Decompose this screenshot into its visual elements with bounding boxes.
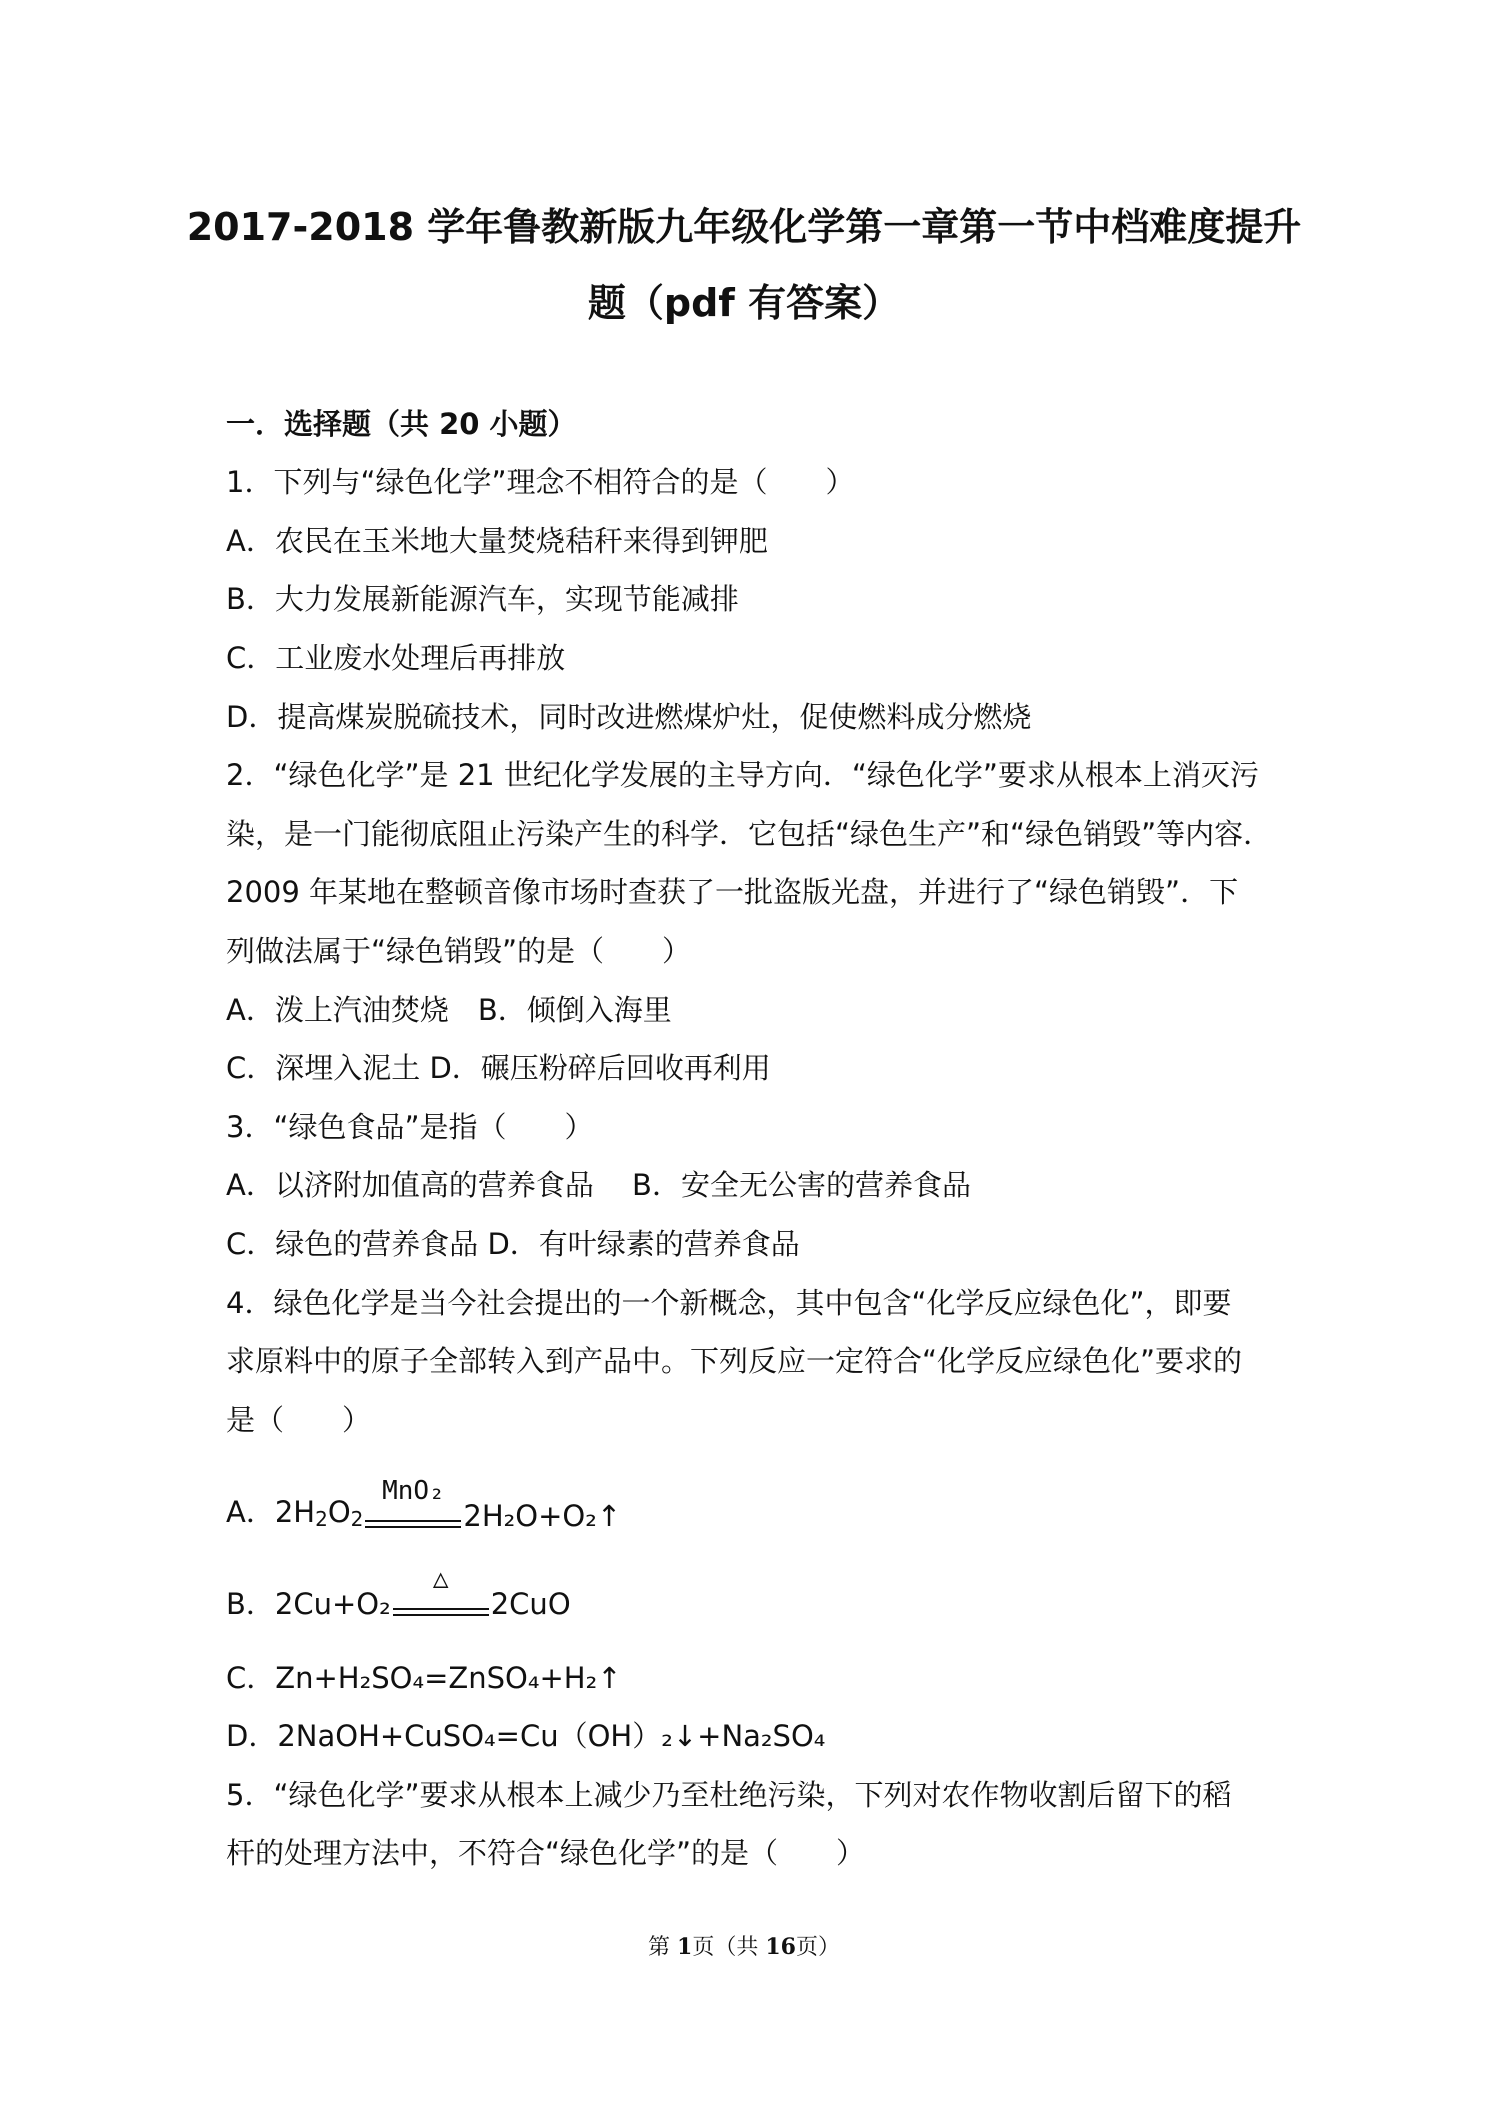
section-heading: 一．选择题（共 20 小题） bbox=[226, 407, 577, 441]
question-2-line3: 2009 年某地在整顿音像市场时查获了一批盗版光盘，并进行了“绿色销毁”．下 bbox=[226, 875, 1239, 909]
option-4a-reactant: A．$2H_2O_2$ bbox=[226, 1495, 364, 1531]
option-4a bbox=[226, 1475, 622, 1539]
option-2ab: A．泼上汽油焚烧 B．倾倒入海里 bbox=[226, 993, 672, 1027]
footer-suffix: 页） bbox=[795, 1935, 840, 1960]
page-footer bbox=[0, 1930, 1488, 1961]
question-5-line2: 杆的处理方法中，不符合“绿色化学”的是（ ） bbox=[226, 1836, 866, 1870]
option-4a-product: 2H₂O+O₂↑ bbox=[463, 1498, 622, 1533]
option-4c: C．Zn+H₂SO₄=ZnSO₄+H₂↑ bbox=[226, 1661, 622, 1695]
question-1: 1．下列与“绿色化学”理念不相符合的是（ ） bbox=[226, 465, 855, 499]
option-2cd: C．深埋入泥土 D．碾压粉碎后回收再利用 bbox=[226, 1051, 771, 1085]
option-4d: D．2NaOH+CuSO₄=Cu（OH）₂↓+Na₂SO₄ bbox=[226, 1719, 826, 1753]
reaction-condition-catalyst bbox=[365, 1475, 461, 1536]
footer-prefix: 第 bbox=[648, 1935, 678, 1960]
option-3ab: A．以济附加值高的营养食品 B．安全无公害的营养食品 bbox=[226, 1168, 971, 1202]
option-1b: B．大力发展新能源汽车，实现节能减排 bbox=[226, 582, 739, 616]
option-4b-reactant: B．2Cu+O₂ bbox=[226, 1587, 391, 1621]
footer-page-number: 1 bbox=[677, 1934, 693, 1960]
doc-title-line2: 题（pdf 有答案） bbox=[587, 281, 901, 325]
option-3cd: C．绿色的营养食品 D．有叶绿素的营养食品 bbox=[226, 1227, 800, 1261]
question-2-line2: 染，是一门能彻底阻止污染产生的科学．它包括“绿色生产”和“绿色销毁”等内容． bbox=[226, 817, 1273, 851]
option-1a: A．农民在玉米地大量焚烧秸秆来得到钾肥 bbox=[226, 524, 768, 558]
question-5-line1: 5．“绿色化学”要求从根本上减少乃至杜绝污染，下列对农作物收割后留下的稻 bbox=[226, 1778, 1232, 1812]
question-2-line1: 2．“绿色化学”是 21 世纪化学发展的主导方向．“绿色化学”要求从根本上消灭污 bbox=[226, 758, 1259, 792]
footer-total-pages: 16 bbox=[765, 1934, 796, 1960]
reaction-condition-heat bbox=[393, 1564, 489, 1624]
option-1c: C．工业废水处理后再排放 bbox=[226, 641, 566, 675]
footer-middle: 页（共 bbox=[692, 1935, 766, 1960]
doc-title-line1: 2017-2018 学年鲁教新版九年级化学第一章第一节中档难度提升 bbox=[186, 205, 1302, 249]
option-1d: D．提高煤炭脱硫技术，同时改进燃煤炉灶，促使燃料成分燃烧 bbox=[226, 700, 1032, 734]
question-3: 3．“绿色食品”是指（ ） bbox=[226, 1110, 594, 1144]
heat-symbol: △ bbox=[432, 1564, 449, 1594]
question-4-line3: 是（ ） bbox=[226, 1403, 372, 1437]
question-4-line1: 4．绿色化学是当今社会提出的一个新概念，其中包含“化学反应绿色化”，即要 bbox=[226, 1286, 1232, 1320]
question-2-line4: 列做法属于“绿色销毁”的是（ ） bbox=[226, 934, 692, 968]
option-4b bbox=[226, 1564, 571, 1624]
option-4b-product: 2CuO bbox=[490, 1587, 571, 1621]
catalyst-label: MnO₂ bbox=[382, 1475, 445, 1506]
question-4-line2: 求原料中的原子全部转入到产品中。下列反应一定符合“化学反应绿色化”要求的 bbox=[226, 1344, 1243, 1378]
